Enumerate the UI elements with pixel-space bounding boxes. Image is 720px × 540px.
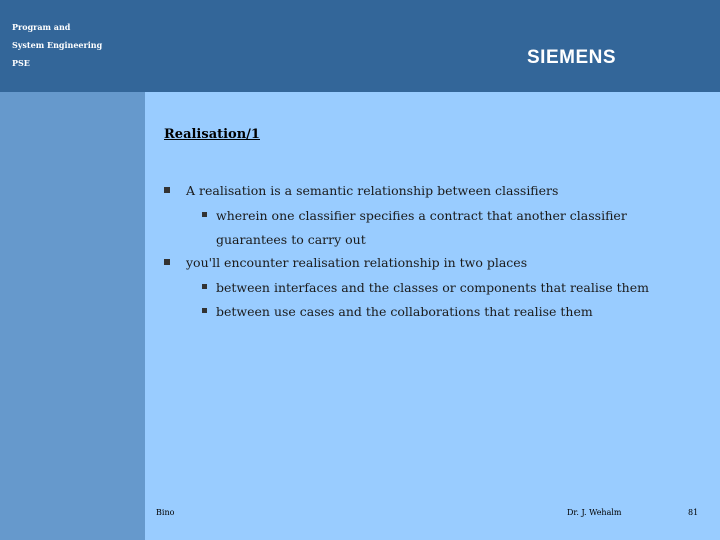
footer-author: Dr. J. Wehalm (567, 508, 622, 517)
bullet-item (164, 180, 704, 202)
bullet-item (164, 252, 704, 274)
left-band (0, 92, 145, 540)
department-label (12, 18, 102, 72)
bullet-text: A realisation is a semantic relationship between classifiers (186, 183, 559, 198)
sub-bullet-text: wherein one classifier specifies a contract that another classifier (216, 208, 627, 223)
page-number: 81 (688, 508, 699, 517)
department-line-3: PSE (12, 58, 30, 68)
sub-bullet-text: between use cases and the collaborations that realise them (216, 304, 593, 319)
bullet-square-icon (164, 187, 170, 193)
bullet-text: you'll encounter realisation relationship in two places (186, 255, 528, 270)
sub-bullet-square-icon (202, 212, 207, 217)
footer-left-label: Bino (156, 508, 175, 517)
department-line-1: Program and (12, 22, 71, 32)
sub-bullet-item (164, 204, 704, 228)
sub-bullet-text: between interfaces and the classes or components that realise them (216, 280, 649, 295)
sub-bullet-square-icon (202, 284, 207, 289)
slide-title: Realisation/1 (164, 127, 260, 142)
header-bar (0, 0, 720, 92)
sub-bullet-item (164, 276, 704, 300)
department-line-2: System Engineering (12, 40, 103, 50)
slide-content (164, 180, 704, 324)
sub-bullet-square-icon (202, 308, 207, 313)
sub-bullet-item (164, 300, 704, 324)
sub-bullet-continuation: guarantees to carry out (216, 232, 366, 247)
siemens-logo: SIEMENS (527, 47, 617, 68)
bullet-square-icon (164, 259, 170, 265)
